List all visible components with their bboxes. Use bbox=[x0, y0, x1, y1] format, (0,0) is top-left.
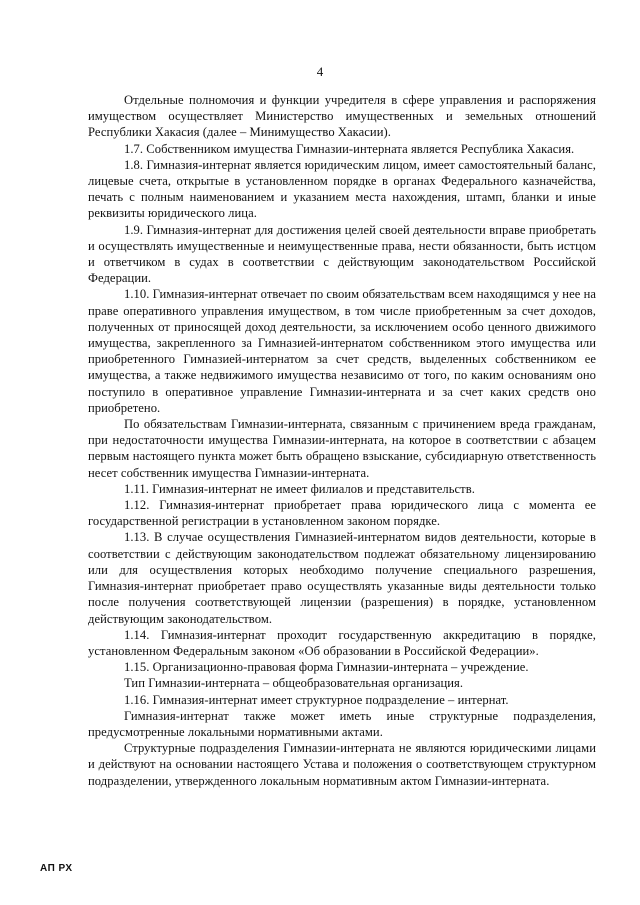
document-body bbox=[88, 92, 596, 789]
page-number: 4 bbox=[316, 64, 324, 79]
paragraph-1-15: 1.15. Организационно-правовая форма Гимназии-интерната – учреждение. bbox=[124, 660, 529, 675]
footer-stamp-mark: АП РХ bbox=[40, 863, 73, 874]
paragraph-1-14: 1.14. Гимназия-интернат проходит государственную аккредитацию в порядке, установленном Федеральным законом «Об образовании в Российской Федерации». bbox=[88, 627, 596, 658]
paragraph-1-9: 1.9. Гимназия-интернат для достижения целей своей деятельности вправе приобретать и осуществлять имущественные и неимущественные права, нести обязанности, быть истцом и ответчиком в судах в соответствии с действующим законодательством Российской Федерации. bbox=[88, 222, 596, 286]
paragraph-1-13: 1.13. В случае осуществления Гимназией-интернатом видов деятельности, которые в соответствии с действующим законодательством подлежат обязательному лицензированию или для осуществления которых необходимо получение специального разрешения, Гимназия-интернат приобретает право осуществлять указанные виды деятельности только после получения соответствующей лицензии (разрешения) в порядке, установленном действующим законодательством. bbox=[88, 530, 596, 626]
paragraph-type: Тип Гимназии-интерната – общеобразовательная организация. bbox=[124, 676, 464, 691]
paragraph-other-units: Гимназия-интернат также может иметь иные структурные подразделения, предусмотренные локальными нормативными актами. bbox=[88, 708, 596, 739]
paragraph-1-8: 1.8. Гимназия-интернат является юридическим лицом, имеет самостоятельный баланс, лицевые счета, открытые в установленном порядке в органах Федерального казначейства, печать с полным наименованием и указанием места нахождения, штамп, бланки и иные реквизиты юридического лица. bbox=[88, 157, 596, 221]
paragraph-1-12: 1.12. Гимназия-интернат приобретает права юридического лица с момента ее государственной регистрации в установленном законом порядке. bbox=[88, 498, 596, 529]
paragraph-1-7: 1.7. Собственником имущества Гимназии-интерната является Республика Хакасия. bbox=[124, 141, 575, 156]
paragraph-1-10: 1.10. Гимназия-интернат отвечает по своим обязательствам всем находящимся у нее на праве оперативного управления имуществом, в том числе приобретенным за счет доходов, полученных от приносящей доход деятельности, за исключением особо ценного движимого имущества, закрепленного за Гимназией-интернатом собственником этого имущества или приобретенного Гимназией-интернатом за счет средств, выделенных собственником ее имущества, а также недвижимого имущества независимо от того, по каким основаниям оно поступило в оперативное управление Гимназии-интерната и за счет каких средств оно приобретено. bbox=[88, 287, 596, 415]
paragraph-founder-powers: Отдельные полномочия и функции учредителя в сфере управления и распоряжения имуществом осуществляет Министерство имущественных и земельных отношений Республики Хакасия (далее – Минимущество Хакасии). bbox=[88, 93, 596, 140]
paragraph-1-16: 1.16. Гимназия-интернат имеет структурное подразделение – интернат. bbox=[124, 692, 509, 707]
paragraph-liability: По обязательствам Гимназии-интерната, связанным с причинением вреда гражданам, при недостаточности имущества Гимназии-интерната, на которое в соответствии с абзацем первым настоящего пункта может быть обращено взыскание, субсидиарную ответственность несет собственник имущества Гимназии-интерната. bbox=[88, 417, 596, 480]
paragraph-units-status: Структурные подразделения Гимназии-интерната не являются юридическими лицами и действуют на основании настоящего Устава и положения о соответствующем структурном подразделении, утвержденного локальным нормативным актом Гимназии-интерната. bbox=[88, 741, 596, 788]
paragraph-1-11: 1.11. Гимназия-интернат не имеет филиалов и представительств. bbox=[124, 481, 475, 496]
